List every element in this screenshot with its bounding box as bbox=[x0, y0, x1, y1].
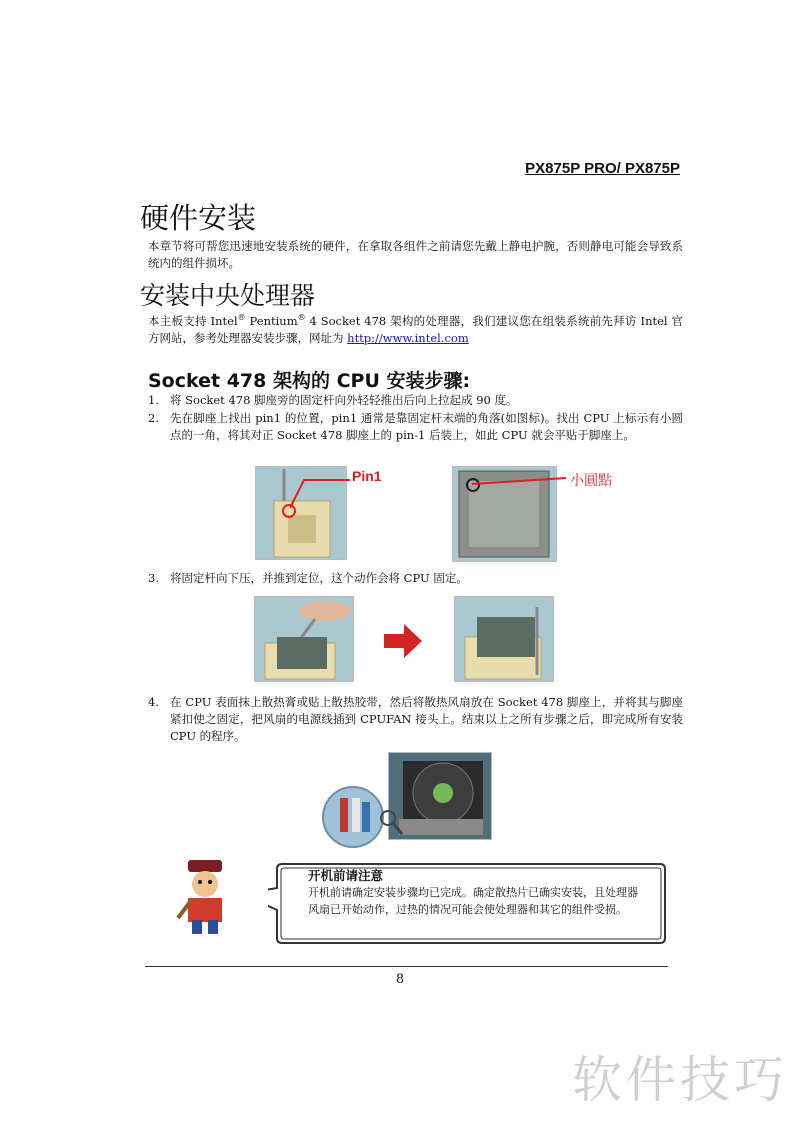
intel-link[interactable]: http://www.intel.com bbox=[347, 330, 469, 345]
cpu-intro-c: 4 Socket 478 架构的处理器，我们建议您在组装系统前先拜访 Intel 官方网站，参考处理器安装步骤，网址为 bbox=[148, 313, 684, 345]
step-2 bbox=[148, 410, 683, 444]
step-3 bbox=[148, 570, 683, 587]
page-number: 8 bbox=[395, 972, 405, 987]
lever-illustration bbox=[255, 597, 353, 681]
reg-mark: ® bbox=[237, 313, 246, 322]
step-1 bbox=[148, 392, 683, 409]
section-title-cpu: 安装中央处理器 bbox=[140, 281, 316, 310]
pin1-label: Pin1 bbox=[352, 468, 382, 484]
cpu-installed-illustration bbox=[455, 597, 553, 681]
model-header: PX875P PRO/ PX875P bbox=[525, 160, 680, 177]
lever-photo bbox=[254, 596, 354, 682]
notice-title: 开机前请注意 bbox=[308, 868, 384, 883]
step-2-text: 先在脚座上找出 pin1 的位置，pin1 通常是靠固定杆末端的角落(如图标)。找出 CPU 上标示有小圆点的一角，将其对正 Socket 478 脚座上的 pin-1 后装上，如此 CPU 就会平贴于脚座上。 bbox=[170, 411, 683, 442]
cpu-intro-a: 本主板支持 Intel bbox=[148, 313, 238, 328]
connector-zoom bbox=[322, 786, 384, 848]
fan-illustration bbox=[389, 753, 491, 839]
connector-illustration bbox=[324, 788, 382, 846]
cpu-intro bbox=[148, 309, 683, 347]
arrow-right-icon bbox=[384, 624, 424, 658]
step-4-text: 在 CPU 表面抹上散热膏或贴上散热胶带，然后将散热风扇放在 Socket 478 脚座上，并将其与脚座紧扣使之固定，把风扇的电源线插到 CPUFAN 接头上。结束以上之所有步骤之后，即完成所有安装 CPU 的程序。 bbox=[170, 695, 683, 743]
step-1-text: 将 Socket 478 脚座旁的固定杆向外轻轻推出后向上拉起成 90 度。 bbox=[170, 393, 518, 407]
step-3-text: 将固定杆向下压，并推到定位，这个动作会将 CPU 固定。 bbox=[170, 571, 468, 585]
footer-rule bbox=[145, 966, 668, 967]
cpu-intro-b: Pentium bbox=[245, 313, 298, 328]
magnifier-icon bbox=[378, 808, 404, 836]
step-1-num: 1. bbox=[148, 393, 159, 407]
watermark: 软件技巧 bbox=[572, 1051, 788, 1109]
section-title-hardware: 硬件安装 bbox=[140, 201, 257, 235]
dot-label: 小圓點 bbox=[570, 473, 612, 489]
step-2-num: 2. bbox=[148, 411, 159, 425]
pin1-pointer bbox=[290, 472, 352, 512]
notice-body: 开机前请确定安装步骤均已完成。确定散热片已确实安装，且处理器风扇已开始动作，过热的情况可能会使处理器和其它的组件受损。 bbox=[308, 886, 638, 916]
reg-mark-2: ® bbox=[297, 313, 306, 322]
step-4-num: 4. bbox=[148, 695, 159, 709]
step-4 bbox=[148, 694, 683, 745]
dot-pointer bbox=[470, 470, 570, 490]
steps-title: Socket 478 架构的 CPU 安装步骤: bbox=[148, 370, 471, 392]
step-3-num: 3. bbox=[148, 571, 159, 585]
hardware-intro: 本章节将可帮您迅速地安装系统的硬件，在拿取各组件之前请您先戴上静电护腕，否则静电可能会导致系统内的组件损坏。 bbox=[148, 239, 683, 270]
police-mascot-icon bbox=[174, 858, 238, 936]
cpu-installed-photo bbox=[454, 596, 554, 682]
